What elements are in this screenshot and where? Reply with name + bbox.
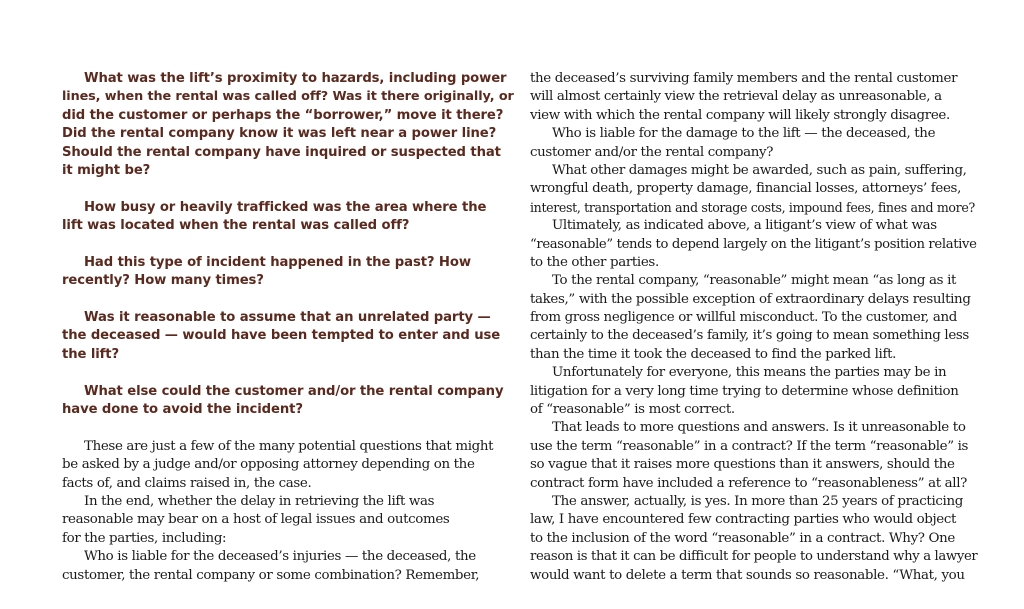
body-text-line: reasonable may bear on a host of legal issues and outcomes bbox=[62, 512, 450, 528]
question-line: lift was located when the rental was called off? bbox=[62, 218, 410, 234]
body-text-line: contract form have included a reference to “reasonableness” at all? bbox=[530, 475, 967, 491]
body-text-line: certainly to the deceased’s family, it’s going to mean something less bbox=[530, 328, 969, 344]
question-unrelated-party bbox=[62, 309, 507, 364]
body-text-line: view with which the rental company will likely strongly disagree. bbox=[530, 107, 950, 123]
body-text-line: would want to delete a term that sounds so reasonable. “What, you bbox=[530, 567, 965, 583]
body-text-line: customer, the rental company or some combination? Remember, bbox=[62, 567, 480, 583]
body-text-line: What other damages might be awarded, such as pain, suffering, bbox=[552, 162, 967, 178]
question-line: lines, when the rental was called off? Was it there originally, or bbox=[62, 89, 514, 105]
body-text-line: to the other parties. bbox=[530, 254, 659, 270]
body-text-line: of “reasonable” is most correct. bbox=[530, 402, 735, 418]
question-line: How busy or heavily trafficked was the area where the bbox=[84, 199, 487, 215]
body-text-line: for the parties, including: bbox=[62, 530, 227, 546]
question-line: recently? How many times? bbox=[62, 273, 264, 289]
body-text-line: The answer, actually, is yes. In more than 25 years of practicing bbox=[552, 493, 963, 509]
question-line: the deceased — would have been tempted to enter and use bbox=[62, 328, 501, 344]
question-line: Was it reasonable to assume that an unrelated party — bbox=[84, 310, 491, 326]
question-line: have done to avoid the incident? bbox=[62, 402, 303, 418]
body-text-line: to the inclusion of the word “reasonable” in a contract. Why? One bbox=[530, 530, 956, 546]
body-text-line: interest, transportation and storage costs, impound fees, fines and more? bbox=[530, 199, 975, 215]
question-proximity-hazards bbox=[62, 70, 514, 180]
body-text-line: Who is liable for the damage to the lift — the deceased, the bbox=[552, 126, 936, 142]
body-text-line: litigation for a very long time trying to determine whose definition bbox=[530, 383, 959, 399]
question-line: did the customer or perhaps the “borrower,” move it there? bbox=[62, 107, 504, 123]
body-text-line: will almost certainly view the retrieval delay as unreasonable, a bbox=[530, 89, 942, 105]
left-column bbox=[62, 70, 514, 585]
body-text-line: These are just a few of the many potential questions that might bbox=[84, 438, 494, 454]
body-text-line: law, I have encountered few contracting parties who would object bbox=[530, 512, 957, 528]
paragraph-spacer bbox=[62, 236, 507, 254]
question-avoid-incident bbox=[62, 383, 507, 420]
question-line: the lift? bbox=[62, 346, 120, 362]
body-text-line: use the term “reasonable” in a contract? If the term “reasonable” is bbox=[530, 438, 969, 454]
body-text-line: facts of, and claims raised in, the case. bbox=[62, 475, 312, 491]
left-body-text bbox=[62, 438, 507, 585]
paragraph-spacer bbox=[62, 180, 507, 198]
body-text-line: customer and/or the rental company? bbox=[530, 144, 774, 160]
body-text-line: takes,” with the possible exception of extraordinary delays resulting bbox=[530, 291, 971, 307]
question-line: What else could the customer and/or the rental company bbox=[84, 383, 504, 399]
question-line: it might be? bbox=[62, 162, 151, 178]
question-line: Did the rental company know it was left near a power line? bbox=[62, 126, 497, 142]
right-body-text bbox=[530, 70, 978, 585]
body-text-line: “reasonable” tends to depend largely on the litigant’s position relative bbox=[530, 236, 977, 252]
body-text-line: Ultimately, as indicated above, a litigant’s view of what was bbox=[552, 218, 937, 234]
body-text-line: In the end, whether the delay in retrieving the lift was bbox=[84, 493, 435, 509]
paragraph-spacer bbox=[62, 291, 507, 309]
question-line: What was the lift’s proximity to hazards, including power bbox=[84, 71, 507, 86]
paragraph-spacer bbox=[62, 364, 507, 382]
body-text-line: reason is that it can be difficult for people to understand why a lawyer bbox=[530, 549, 978, 565]
paragraph-spacer bbox=[62, 419, 507, 437]
body-text-line: the deceased’s surviving family members and the rental customer bbox=[530, 71, 958, 86]
right-column bbox=[530, 70, 978, 585]
question-line: Had this type of incident happened in the past? How bbox=[84, 254, 471, 270]
question-list bbox=[62, 70, 514, 438]
question-line: Should the rental company have inquired or suspected that bbox=[62, 144, 501, 160]
body-text-line: Who is liable for the deceased’s injuries — the deceased, the bbox=[84, 549, 476, 565]
question-traffic bbox=[62, 199, 507, 236]
body-text-line: from gross negligence or willful misconduct. To the customer, and bbox=[530, 310, 957, 326]
body-text-line: That leads to more questions and answers. Is it unreasonable to bbox=[552, 420, 966, 436]
body-text-line: than the time it took the deceased to find the parked lift. bbox=[530, 346, 897, 362]
body-text-line: wrongful death, property damage, financial losses, attorneys’ fees, bbox=[530, 181, 961, 197]
body-text-line: be asked by a judge and/or opposing attorney depending on the bbox=[62, 457, 475, 473]
body-text-line: Unfortunately for everyone, this means the parties may be in bbox=[552, 365, 947, 381]
body-text-line: so vague that it raises more questions than it answers, should the bbox=[530, 457, 955, 473]
body-text-line: To the rental company, “reasonable” might mean “as long as it bbox=[552, 273, 957, 289]
question-past-incidents bbox=[62, 254, 507, 291]
